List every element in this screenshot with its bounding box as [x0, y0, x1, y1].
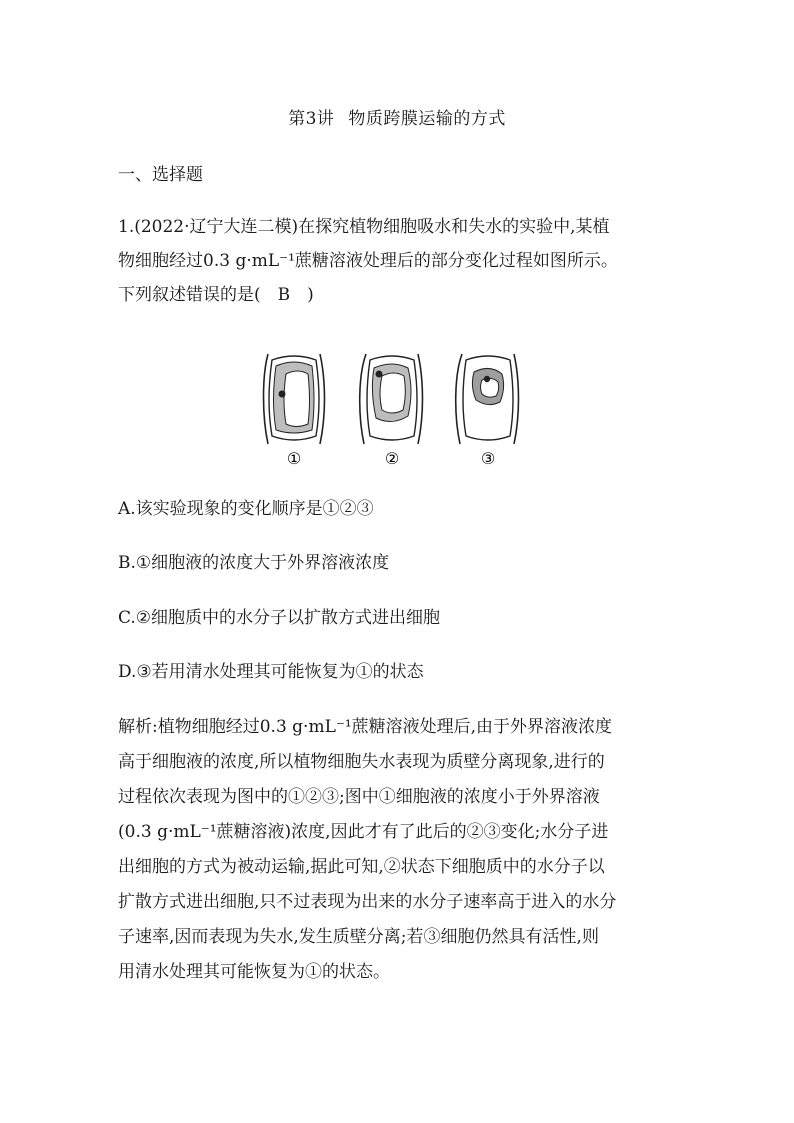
lesson-number: 第3讲: [288, 109, 335, 129]
analysis-line-5: 出细胞的方式为被动运输,据此可知,②状态下细胞质中的水分子以: [118, 857, 605, 877]
analysis-line-2: 高于细胞液的浓度,所以植物细胞失水表现为质壁分离现象,进行的: [118, 752, 605, 772]
option-c: C.②细胞质中的水分子以扩散方式进出细胞: [118, 608, 441, 628]
question-line-2: 物细胞经过0.3 g·mL⁻¹蔗糖溶液处理后的部分变化过程如图所示。: [118, 251, 618, 271]
option-a: A.该实验现象的变化顺序是①②③: [118, 499, 374, 519]
analysis-line-4: (0.3 g·mL⁻¹蔗糖溶液)浓度,因此才有了此后的②③变化;水分子进: [118, 822, 609, 842]
analysis-block: [118, 710, 698, 990]
cell-label-2: ②: [384, 449, 400, 468]
lesson-topic: 物质跨膜运输的方式: [348, 109, 506, 129]
option-b: B.①细胞液的浓度大于外界溶液浓度: [118, 553, 390, 573]
question-line-1: 1.(2022·辽宁大连二模)在探究植物细胞吸水和失水的实验中,某植: [118, 217, 610, 237]
cell-label-1: ①: [286, 449, 302, 468]
plant-cell-figure: [258, 346, 538, 471]
question-stem: [118, 210, 688, 312]
question-line-3: 下列叙述错误的是( B ): [118, 285, 314, 305]
analysis-line-8: 用清水处理其可能恢复为①的状态。: [118, 962, 390, 982]
analysis-line-3: 过程依次表现为图中的①②③;图中①细胞液的浓度小于外界溶液: [118, 787, 600, 807]
analysis-line-6: 扩散方式进出细胞,只不过表现为出来的水分子速率高于进入的水分: [118, 892, 617, 912]
analysis-line-7: 子速率,因而表现为失水,发生质壁分离;若③细胞仍然具有活性,则: [118, 927, 599, 947]
cell-2: [360, 354, 423, 444]
page-title: [0, 104, 794, 129]
cell-1: [264, 354, 325, 444]
option-d: D.③若用清水处理其可能恢复为①的状态: [118, 662, 424, 682]
section-heading: 一、选择题: [118, 165, 203, 185]
cell-label-3: ③: [480, 449, 496, 468]
cell-3: [456, 354, 519, 444]
analysis-line-1: 解析:植物细胞经过0.3 g·mL⁻¹蔗糖溶液处理后,由于外界溶液浓度: [118, 717, 613, 737]
